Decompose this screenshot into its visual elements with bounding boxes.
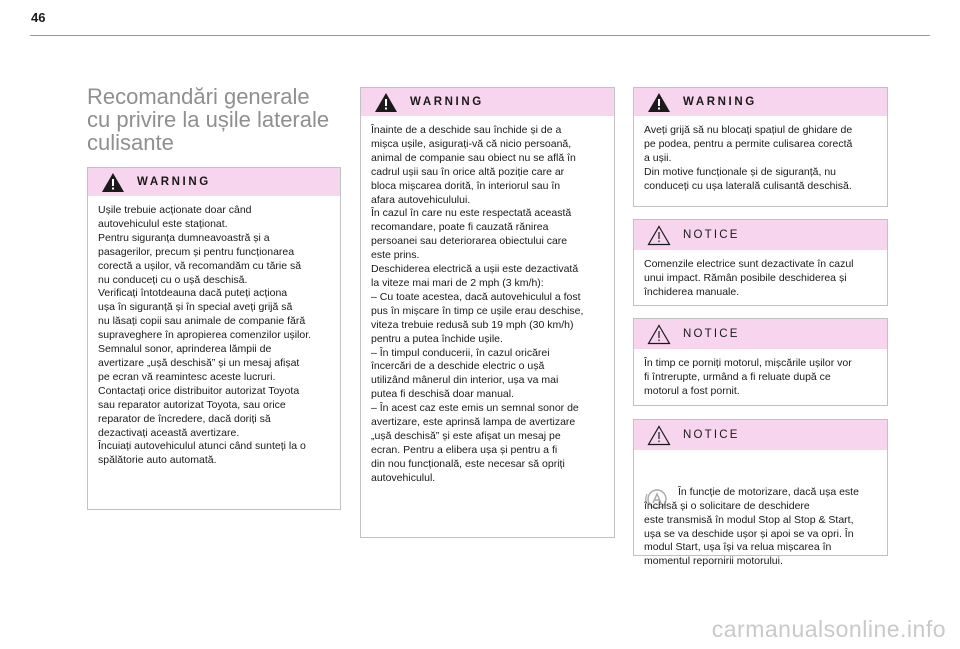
page-number: 46 xyxy=(31,10,46,25)
warning-header xyxy=(634,88,887,116)
warning-label: WARNING xyxy=(683,96,757,108)
warning-header xyxy=(88,168,340,196)
warning-box-right xyxy=(633,87,888,207)
notice-header xyxy=(634,420,887,450)
notice-triangle-icon xyxy=(647,425,671,446)
notice-header xyxy=(634,319,887,349)
watermark: carmanualsonline.info xyxy=(711,616,946,642)
warning-triangle-icon xyxy=(374,92,398,113)
notice-triangle-icon xyxy=(647,225,671,246)
notice-box-1 xyxy=(633,219,888,306)
warning-header xyxy=(361,88,614,116)
warning-triangle-icon xyxy=(101,172,125,193)
warning-label: WARNING xyxy=(410,96,484,108)
section-title: Recomandări generale cu privire la ușile laterale culisante xyxy=(87,84,330,155)
notice-body xyxy=(634,450,887,577)
notice-text: În funcție de motorizare, dacă ușa este închisă și o solicitare de deschidere este transmisă în modul Stop al Stop & Start, ușa se va deschide ușor și apoi se va opri. În modul Start, ușa își va relua mișcarea în momentul repornirii motorului. xyxy=(644,485,859,568)
warning-box-middle xyxy=(360,87,615,538)
notice-label: NOTICE xyxy=(683,429,740,441)
warning-triangle-icon xyxy=(647,92,671,113)
notice-label: NOTICE xyxy=(683,328,740,340)
notice-box-2 xyxy=(633,318,888,406)
notice-text: În timp ce porniți motorul, mișcările ușilor vor fi întrerupte, urmând a fi reluate după ce motorul a fost pornit. xyxy=(644,357,852,397)
notice-text: Comenzile electrice sunt dezactivate în cazul unui impact. Rămân posibile deschiderea și închiderea manuale. xyxy=(644,258,854,298)
warning-box-left xyxy=(87,167,341,510)
stop-start-icon xyxy=(644,474,670,496)
notice-header xyxy=(634,220,887,250)
warning-text: Aveți grijă să nu blocați spațiul de ghidare de pe podea, pentru a permite culisarea corectă a ușii. Din motive funcționale și de siguranță, nu conduceți cu ușa laterală culisantă deschisă. xyxy=(644,124,853,192)
notice-box-3 xyxy=(633,419,888,568)
warning-text: Înainte de a deschide sau închide și de a mișca ușile, asigurați-vă că nicio persoană, animal de companie sau obiect nu se află în cadrul ușii sau în orice altă poziție care ar bloca mișcarea dorită, în interiorul sau în afara autovehiculului. În cazul în care nu este respectată această recomandare, poate fi cauzată rănirea persoanei sau deteriorarea obiectului care este prins. Deschiderea electrică a ușii este dezactivată la viteze mai mari de 2 mph (3 km/h): – Cu toate acestea, dacă autovehiculul a fost pus în mișcare în timp ce ușile erau deschise, viteza trebuie redusă sub 19 mph (30 km/h) pentru a putea închide ușile. – În timpul conducerii, în cazul oricărei încercări de a deschide electric o ușă utilizând mânerul din interior, ușa va mai putea fi deschisă doar manual. – În acest caz este emis un semnal sonor de avertizare, este aprinsă lampa de avertizare „ușă deschisă” și este afișat un mesaj pe ecran. Pentru a elibera ușa și pentru a fi din nou funcțională, este necesar să opriți autovehiculul. xyxy=(371,124,584,484)
notice-triangle-icon xyxy=(647,324,671,345)
notice-label: NOTICE xyxy=(683,229,740,241)
top-rule xyxy=(30,35,930,36)
warning-label: WARNING xyxy=(137,176,211,188)
warning-text: Ușile trebuie acționate doar când autovehiculul este staționat. Pentru siguranța dumneavoastră și a pasagerilor, precum și pentru funcționarea corectă a ușilor, vă recomandăm cu tărie să nu conduceți cu o ușă deschisă. Verificați întotdeauna dacă puteți acționa ușa în siguranță și în special aveți grijă să nu lăsați copii sau animale de companie fără supraveghere în apropierea comenzilor ușilor. Semnalul sonor, aprinderea lămpii de avertizare „ușă deschisă” și un mesaj afișat pe ecran vă reamintesc aceste lucruri. Contactați orice distribuitor autorizat Toyota sau reparator autorizat Toyota, sau orice reparator de încredere, dacă doriți să dezactivați această avertizare. Încuiați autovehiculul atunci când sunteți la o spălătorie auto automată. xyxy=(98,204,312,467)
